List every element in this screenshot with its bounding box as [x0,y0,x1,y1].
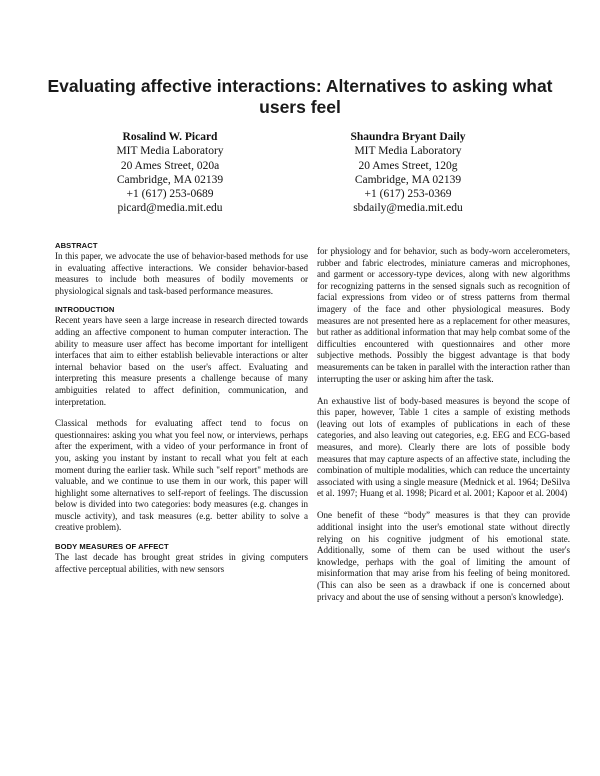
body-measures-heading: BODY MEASURES OF AFFECT [55,542,169,552]
author-name: Rosalind W. Picard [122,131,218,143]
left-column [55,241,308,575]
author-email: sbdaily@media.mit.edu [353,202,463,215]
author-email: picard@media.mit.edu [117,202,223,215]
introduction-heading: INTRODUCTION [55,305,115,315]
author-city: Cambridge, MA 02139 [354,173,462,186]
body-paragraph: An exhaustive list of body-based measures is beyond the scope of this paper, however, Table 1 cites a sample of existing methods (leaving out lots of examples of publications in each of these categories, and also leaving out categories, e.g. EEG and ECG-based measures, and more). Clearly there are lots of possible body measures that may capture aspects of an affective state, including the combination of multiple modalities, which can reduce the uncertainty associated with using a single measure (Mednick et al. 1964; DeSilva et al. 1997; Huang et al. 1998; Picard et al. 2001; Kapoor et al. 2004) [317,395,570,499]
author-phone: +1 (617) 253-0369 [364,188,452,201]
introduction-paragraph: Classical methods for evaluating affect tend to focus on questionnaires: asking you what you feel now, or interviews, perhaps after the experiment, with a video of your performance in front of you, asking you instant by instant to recall what you felt at each moment during the earlier task. While such "self report" methods are valuable, and we continue to use them in our work, this paper will highlight some alternatives to self-report of feelings. The discussion below is divided into two categories: body measures (e.g. changes in muscle activity), and task measures (e.g. better ability to solve a creative problem). [55,418,308,533]
introduction-paragraph: Recent years have seen a large increase in research directed towards adding an affective component to human computer interaction. The ability to measure user affect has become important for intelligent interfaces that aim to either establish believable interactions or alter internal behavior based on the user's affect. Evaluating and interpreting this measure presents a challenge because of many ambiguities related to affect definition, communication, and interpretation. [55,315,308,407]
paper-title: Evaluating affective interactions: Alternatives to asking what users feel [47,76,553,117]
author-affiliation: MIT Media Laboratory [354,145,462,158]
body-paragraph: for physiology and for behavior, such as body-worn accelerometers, rubber and fabric electrodes, miniature cameras and microphones, and garment or accessory-type devices, along with new algorithms for recognizing patterns in the sensed signals such as recognition of facial expressions from video or of stress patterns from thermal imagery of the face and other physiological measures. Body measures are not presented here as a replacement for other measures, but rather as additional information that may help combat some of the difficulties encountered with questionnaires and other more subjective methods. Possibly the biggest advantage is that body measurements can be taken in parallel with the interaction rather than interrupting the user or asking him after the task. [317,246,570,384]
author-address: 20 Ames Street, 020a [120,159,220,172]
author-block-2 [283,130,533,216]
author-name: Shaundra Bryant Daily [350,131,466,143]
author-city: Cambridge, MA 02139 [116,173,224,186]
author-phone: +1 (617) 253-0689 [126,188,214,201]
abstract-heading: ABSTRACT [55,241,98,250]
author-address: 20 Ames Street, 120g [358,159,458,172]
body-measures-paragraph: The last decade has brought great strides in giving computers affective perceptual abilities, with new sensors [55,552,308,574]
body-paragraph: One benefit of these “body” measures is that they can provide additional insight into the user's emotional state without directly relying on his cognitive judgment of his emotional state. Additionally, some of them can be used without the user's knowledge, perhaps with the goal of limiting the amount of misinformation that may arise from his feeling of being monitored. (This can also be seen as a drawback if one is concerned about privacy and about the use of sensing without a person's knowledge). [317,510,570,602]
author-block-1 [45,130,295,216]
abstract-text: In this paper, we advocate the use of behavior-based methods for use in evaluating affective interactions. We consider behavior-based measures to include both measures of bodily movements or physiological signals and task-based performance measures. [55,251,308,296]
author-affiliation: MIT Media Laboratory [116,145,224,158]
right-column [317,246,570,603]
